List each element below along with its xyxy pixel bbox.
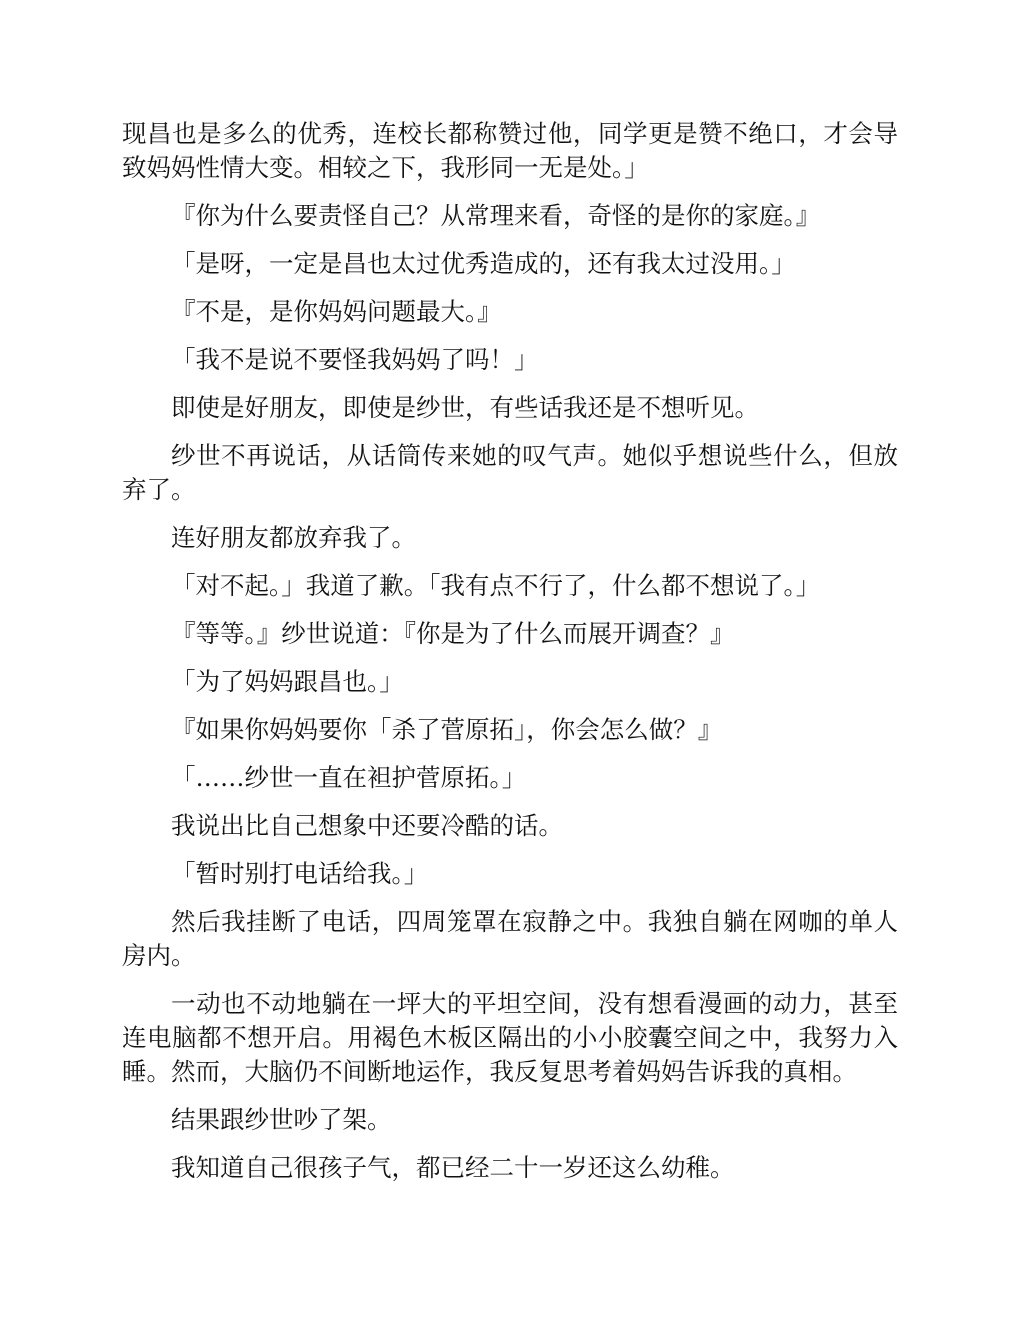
paragraph: 「对不起。」我道了歉。「我有点不行了，什么都不想说了。」 xyxy=(171,571,821,600)
paragraph: 一动也不动地躺在一坪大的平坦空间，没有想看漫画的动力，甚至连电脑都不想开启。用褐色木板区隔出的小小胶囊空间之中，我努力入睡。然而，大脑仍不间断地运作，我反复思考着妈妈告诉我的真相。 xyxy=(122,989,898,1086)
paragraph: 『等等。』纱世说道：『你是为了什么而展开调查？』 xyxy=(171,619,735,648)
paragraph: 纱世不再说话，从话筒传来她的叹气声。她似乎想说些什么，但放弃了。 xyxy=(122,441,898,504)
paragraph: 『不是，是你妈妈问题最大。』 xyxy=(171,297,502,326)
paragraph: 即使是好朋友，即使是纱世，有些话我还是不想听见。 xyxy=(171,393,759,422)
paragraph: 「……纱世一直在袒护菅原拓。」 xyxy=(171,763,527,792)
body-text xyxy=(122,117,898,1199)
paragraph: 「为了妈妈跟昌也。」 xyxy=(171,667,404,696)
paragraph: 我说出比自己想象中还要冷酷的话。 xyxy=(171,811,563,840)
paragraph: 「暂时别打电话给我。」 xyxy=(171,859,429,888)
paragraph: 现昌也是多么的优秀，连校长都称赞过他，同学更是赞不绝口，才会导致妈妈性情大变。相较之下，我形同一无是处。」 xyxy=(122,119,898,182)
paragraph: 结果跟纱世吵了架。 xyxy=(171,1105,392,1134)
paragraph: 然后我挂断了电话，四周笼罩在寂静之中。我独自躺在网咖的单人房内。 xyxy=(122,907,898,970)
paragraph: 我知道自己很孩子气，都已经二十一岁还这么幼稚。 xyxy=(171,1153,735,1182)
paragraph: 「我不是说不要怪我妈妈了吗！」 xyxy=(171,345,539,374)
paragraph: 「是呀，一定是昌也太过优秀造成的，还有我太过没用。」 xyxy=(171,249,796,278)
paragraph: 『你为什么要责怪自己？从常理来看，奇怪的是你的家庭。』 xyxy=(171,201,821,230)
paragraph: 连好朋友都放弃我了。 xyxy=(171,523,416,552)
paragraph: 『如果你妈妈要你「杀了菅原拓」，你会怎么做？』 xyxy=(171,715,723,744)
